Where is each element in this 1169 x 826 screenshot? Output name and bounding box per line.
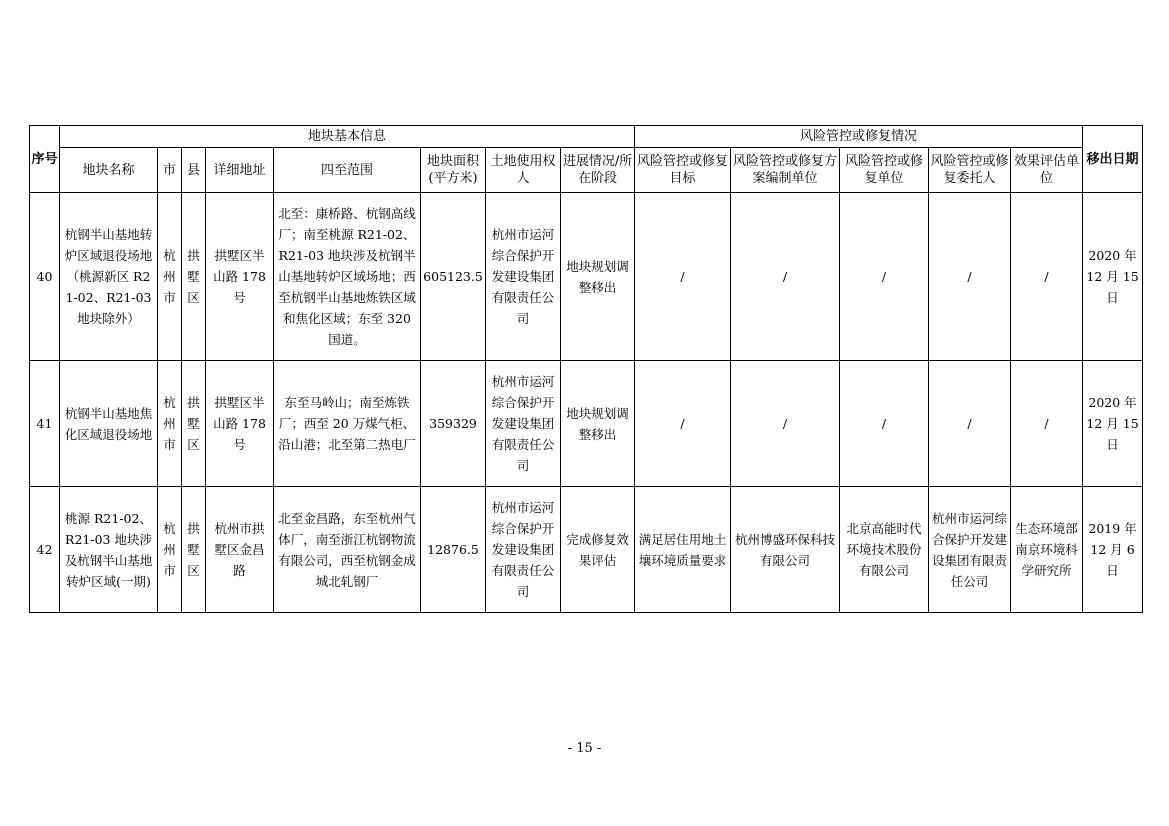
city-cell: 杭州市 (158, 487, 182, 613)
user-cell: 杭州市运河综合保护开发建设集团有限责任公司 (486, 487, 561, 613)
user-header: 土地使用权人 (486, 148, 561, 193)
boundary-cell: 东至马岭山；南至炼铁厂；西至 20 万煤气柜、沿山港；北至第二热电厂 (274, 361, 421, 487)
target-cell: / (635, 193, 731, 361)
page-number: - 15 - (567, 741, 602, 756)
boundary-cell: 北至：康桥路、杭钢高线厂；南至桃源 R21-02、R21-03 地块涉及杭钢半山基地转炉区域场地；西至杭钢半山基地炼铁区域和焦化区域；东至 320 国道。 (274, 193, 421, 361)
eval-unit-cell: 生态环境部南京环境科学研究所 (1011, 487, 1083, 613)
table-row (30, 193, 1143, 361)
plan-unit-cell: / (731, 193, 840, 361)
user-cell: 杭州市运河综合保护开发建设集团有限责任公司 (486, 361, 561, 487)
plan-unit-cell: / (731, 361, 840, 487)
client-cell: 杭州市运河综合保护开发建设集团有限责任公司 (929, 487, 1011, 613)
table-row (30, 361, 1143, 487)
address-cell: 杭州市拱墅区金昌路 (206, 487, 274, 613)
boundary-header: 四至范围 (274, 148, 421, 193)
seq-cell: 41 (30, 361, 60, 487)
area-cell: 12876.5 (421, 487, 486, 613)
header-row-top (30, 126, 1143, 148)
city-header: 市 (158, 148, 182, 193)
client-cell: / (929, 193, 1011, 361)
county-cell: 拱墅区 (182, 487, 206, 613)
exec-unit-cell: / (840, 193, 929, 361)
eval-unit-header: 效果评估单位 (1011, 148, 1083, 193)
table-row (30, 487, 1143, 613)
city-cell: 杭州市 (158, 193, 182, 361)
name-cell: 杭钢半山基地焦化区域退役场地 (60, 361, 158, 487)
plan-unit-header: 风险管控或修复方案编制单位 (731, 148, 840, 193)
boundary-cell: 北至金昌路，东至杭州气体厂，南至浙江杭钢物流有限公司，西至杭钢金成城北轧钢厂 (274, 487, 421, 613)
eval-unit-cell: / (1011, 361, 1083, 487)
risk-info-header: 风险管控或修复情况 (635, 126, 1083, 148)
name-header: 地块名称 (60, 148, 158, 193)
city-cell: 杭州市 (158, 361, 182, 487)
target-cell: 满足居住用地土壤环境质量要求 (635, 487, 731, 613)
exec-unit-cell: 北京高能时代环境技术股份有限公司 (840, 487, 929, 613)
user-cell: 杭州市运河综合保护开发建设集团有限责任公司 (486, 193, 561, 361)
progress-header: 进展情况/所在阶段 (561, 148, 635, 193)
area-cell: 605123.5 (421, 193, 486, 361)
remove-date-header: 移出日期 (1083, 126, 1143, 193)
client-header: 风险管控或修复委托人 (929, 148, 1011, 193)
date-cell: 2020 年 12 月 15 日 (1083, 361, 1143, 487)
exec-unit-header: 风险管控或修复单位 (840, 148, 929, 193)
plan-unit-cell: 杭州博盛环保科技有限公司 (731, 487, 840, 613)
exec-unit-cell: / (840, 361, 929, 487)
client-cell: / (929, 361, 1011, 487)
eval-unit-cell: / (1011, 193, 1083, 361)
basic-info-header: 地块基本信息 (60, 126, 635, 148)
address-header: 详细地址 (206, 148, 274, 193)
date-cell: 2019 年 12 月 6 日 (1083, 487, 1143, 613)
progress-cell: 地块规划调整移出 (561, 193, 635, 361)
date-cell: 2020 年 12 月 15 日 (1083, 193, 1143, 361)
seq-cell: 40 (30, 193, 60, 361)
name-cell: 桃源 R21-02、R21-03 地块涉及杭钢半山基地转炉区域(一期) (60, 487, 158, 613)
target-cell: / (635, 361, 731, 487)
area-cell: 359329 (421, 361, 486, 487)
area-header: 地块面积(平方米) (421, 148, 486, 193)
target-header: 风险管控或修复目标 (635, 148, 731, 193)
address-cell: 拱墅区半山路 178 号 (206, 361, 274, 487)
seq-header: 序号 (30, 126, 60, 193)
county-cell: 拱墅区 (182, 361, 206, 487)
county-cell: 拱墅区 (182, 193, 206, 361)
progress-cell: 完成修复效果评估 (561, 487, 635, 613)
county-header: 县 (182, 148, 206, 193)
address-cell: 拱墅区半山路 178 号 (206, 193, 274, 361)
name-cell: 杭钢半山基地转炉区域退役场地（桃源新区 R21-02、R21-03 地块除外） (60, 193, 158, 361)
header-row-columns (30, 148, 1143, 193)
site-removal-table (29, 125, 1143, 613)
progress-cell: 地块规划调整移出 (561, 361, 635, 487)
seq-cell: 42 (30, 487, 60, 613)
